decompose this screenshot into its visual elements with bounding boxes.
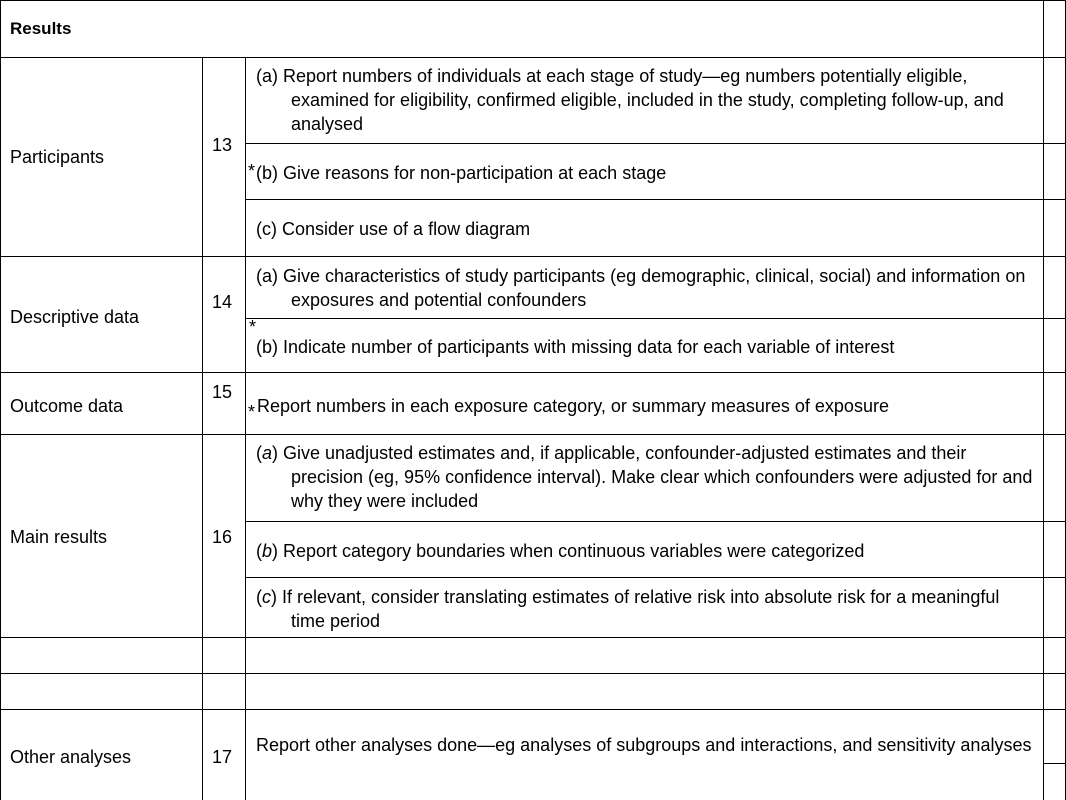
topic-participants-label: Participants	[10, 146, 105, 167]
participants-item-c	[256, 217, 1038, 241]
column-divider-2	[245, 57, 246, 800]
rule-participants-b	[245, 199, 1066, 200]
topic-descriptive-data-label: Descriptive data	[10, 307, 140, 327]
item-number-13	[212, 133, 242, 157]
section-title	[10, 0, 1040, 57]
table-border-left	[0, 0, 1, 800]
item-number-15-text: 15	[212, 382, 233, 402]
other-analyses-item	[256, 733, 1038, 757]
main-results-item-b: (b) Report category boundaries when continuous variables were categorized	[256, 541, 865, 561]
item-number-15	[212, 380, 242, 404]
rule-other-right	[1043, 763, 1066, 764]
participants-item-c-text: (c) Consider use of a flow diagram	[256, 219, 531, 239]
item-number-14	[212, 290, 242, 314]
main-results-item-b-text: Report category boundaries when continuous variables were categorized	[283, 541, 865, 561]
participants-item-a-text: (a) Report numbers of individuals at each stage of study—eg numbers potentially eligible, examined for eligibility, confirmed eligible, included in the study, completing follow-up, and analysed	[256, 66, 1004, 134]
descriptive-item-a-text: (a) Give characteristics of study participants (eg demographic, clinical, social) and information on exposures and potential confounders	[256, 266, 1026, 310]
main-results-item-a-letter: a	[262, 443, 273, 463]
rule-after-main	[0, 637, 1066, 638]
section-title-text: Results	[10, 18, 72, 38]
column-divider-3	[1043, 0, 1044, 800]
item-number-13-text: 13	[212, 135, 233, 155]
participants-item-b-text: (b) Give reasons for non-participation at each stage	[256, 163, 667, 183]
topic-descriptive-data	[10, 256, 200, 372]
topic-main-results	[10, 525, 200, 549]
topic-outcome-data	[10, 372, 200, 434]
descriptive-item-b-text: (b) Indicate number of participants with missing data for each variable of interest	[256, 337, 895, 357]
main-results-item-a-text: Give unadjusted estimates and, if applicable, confounder-adjusted estimates and their precision (eg, 95% confidence interval). Make clear which confounders were adjusted for and why they were included	[283, 443, 1033, 511]
rule-main-b	[245, 577, 1066, 578]
descriptive-item-a	[256, 264, 1038, 312]
topic-other-analyses	[10, 745, 200, 769]
outcome-item	[257, 394, 1039, 418]
participants-item-b	[256, 161, 1038, 185]
column-divider-1	[202, 57, 203, 800]
participants-item-a	[256, 64, 1038, 136]
other-analyses-item-text: Report other analyses done—eg analyses of subgroups and interactions, and sensitivity analyses	[256, 735, 1032, 755]
rule-descriptive-a	[245, 318, 1066, 319]
rule-after-outcome	[0, 434, 1066, 435]
main-results-item-c-text: If relevant, consider translating estimates of relative risk into absolute risk for a meaningful time period	[282, 587, 1000, 631]
item-number-16	[212, 525, 242, 549]
item-number-17-text: 17	[212, 747, 233, 767]
descriptive-item-b	[256, 335, 1038, 359]
rule-empty-row-1	[0, 673, 1066, 674]
main-results-item-b-letter: b	[262, 541, 273, 561]
topic-participants	[10, 57, 200, 256]
main-results-item-c: (c) If relevant, consider translating estimates of relative risk into absolute risk for a meaningful time period	[256, 587, 1000, 631]
outcome-item-text: Report numbers in each exposure category, or summary measures of exposure	[257, 396, 889, 416]
descriptive-asterisk: *	[249, 317, 257, 337]
topic-outcome-data-label: Outcome data	[10, 396, 124, 416]
rule-empty-row-2	[0, 709, 1066, 710]
topic-other-analyses-label: Other analyses	[10, 747, 132, 767]
item-number-14-text: 14	[212, 292, 233, 312]
topic-main-results-label: Main results	[10, 527, 108, 547]
main-results-item-c-letter: c	[262, 587, 271, 607]
rule-participants-a	[245, 143, 1066, 144]
rule-main-a	[245, 521, 1066, 522]
main-results-item-a: (a) Give unadjusted estimates and, if applicable, confounder-adjusted estimates and their precision (eg, 95% confidence interval). Make clear which confounders were adjusted for and why they were included	[256, 443, 1033, 511]
item-number-16-text: 16	[212, 527, 233, 547]
outcome-asterisk: *	[248, 402, 256, 422]
item-number-17	[212, 745, 242, 769]
participants-asterisk: *	[248, 161, 256, 181]
